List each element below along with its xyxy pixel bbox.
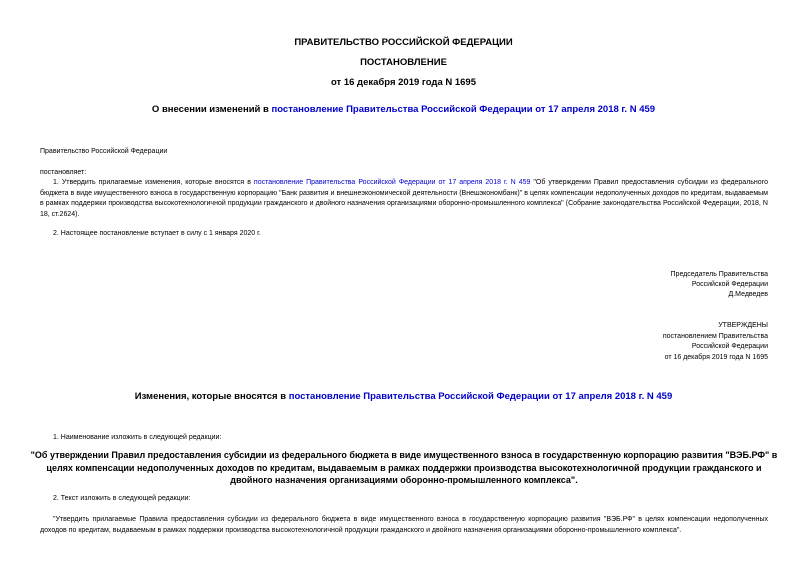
header-date-number: от 16 декабря 2019 года N 1695: [330, 77, 476, 88]
approval-by: постановлением Правительства: [662, 333, 768, 340]
signature-name: Д.Медведев: [728, 291, 768, 298]
change-quote-2: "Утвердить прилагаемые Правила предоставления субсидии из федерального бюджета в виде имущественного взноса в государственную корпорацию развития "ВЭБ.РФ" в целях компенсации недополученных доходов по кредитам, выдаваемым в рамках поддержки производства высокотехнологичной продукции гражданского и двойного назначения организациями оборонно-промышленного комплекса".: [40, 516, 768, 534]
signature-title: Председатель Правительства: [670, 271, 768, 278]
paragraph-1-rest: "Об утверждении Правил предоставления субсидии из федерального бюджета в виде имущественного взноса в государственную корпорацию "Банк развития и внешнеэкономической деятельности (Внешэкономбанк)" в целях компенсации недополученных доходов по кредитам, выдаваемым в рамках поддержки производства высокотехнологичной продукции гражданского и двойного назначения организациями оборонно-промышленного комплекса" (Собрание законодательства Российской Федерации, 2018, N 18, ст.2624).: [40, 179, 768, 218]
paragraph-2: 2. Настоящее постановление вступает в силу с 1 января 2020 г.: [53, 230, 261, 237]
decree-word: постановляет:: [40, 169, 87, 176]
change-quote-1: "Об утверждении Правил предоставления субсидии из федерального бюджета в виде имущественного взноса в государственную корпорацию развития "ВЭБ.РФ" в целях компенсации недополученных доходов по кредитам, выдаваемым в рамках поддержки производства высокотехнологичной продукции гражданского и двойного назначения организациями оборонно-промышленного комплекса".: [30, 450, 778, 485]
change-item-1: 1. Наименование изложить в следующей редакции:: [53, 434, 222, 441]
change-item-2: 2. Текст изложить в следующей редакции:: [53, 495, 191, 502]
changes-title-link[interactable]: постановление Правительства Российской Федерации от 17 апреля 2018 г. N 459: [288, 391, 673, 402]
doc-title-link[interactable]: постановление Правительства Российской Федерации от 17 апреля 2018 г. N 459: [271, 104, 656, 115]
approval-date: от 16 декабря 2019 года N 1695: [664, 354, 768, 361]
approval-word: УТВЕРЖДЕНЫ: [718, 322, 768, 329]
signature-country: Российской Федерации: [691, 281, 768, 288]
paragraph-1: [40, 178, 768, 220]
approval-country: Российской Федерации: [691, 343, 768, 350]
header-org: ПРАВИТЕЛЬСТВО РОССИЙСКОЙ ФЕДЕРАЦИИ: [294, 37, 513, 48]
doc-title-prefix: О внесении изменений в: [151, 104, 272, 115]
paragraph-1-start: 1. Утвердить прилагаемые изменения, которые вносятся в: [53, 179, 254, 186]
changes-title-prefix: Изменения, которые вносятся в: [134, 391, 289, 402]
changes-title: [0, 391, 807, 402]
header-doc-type: ПОСТАНОВЛЕНИЕ: [360, 57, 447, 68]
issuer: Правительство Российской Федерации: [40, 148, 168, 155]
paragraph-1-link[interactable]: постановление Правительства Российской Федерации от 17 апреля 2018 г. N 459: [253, 179, 531, 186]
doc-title: [0, 104, 807, 115]
